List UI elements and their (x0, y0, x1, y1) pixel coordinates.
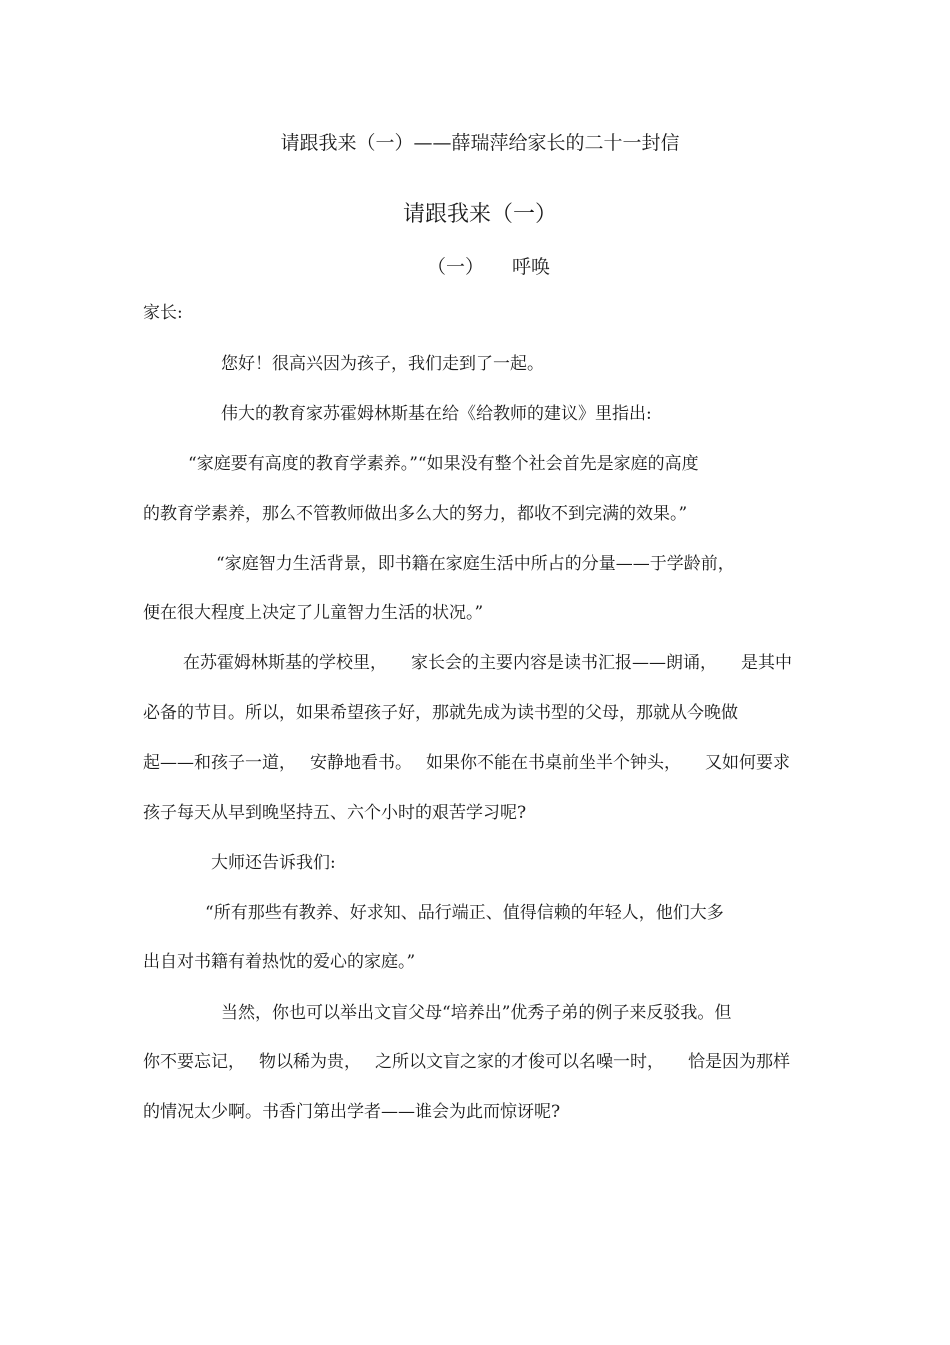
paragraph-line: 大师还告诉我们: (211, 853, 336, 873)
paragraph-line: 当然，你也可以举出文盲父母“培养出”优秀子弟的例子来反驳我。但 (221, 1003, 732, 1023)
paragraph-line (183, 652, 792, 674)
text-segment: 如果你不能在书桌前坐半个钟头， (426, 753, 681, 773)
subsection-label: 呼唤 (512, 256, 551, 278)
text-segment: 又如何要求 (705, 753, 790, 773)
document-title: 请跟我来（一）——薛瑞萍给家长的二十一封信 (280, 132, 680, 154)
section-title: 请跟我来（一） (402, 202, 557, 227)
paragraph-line: 伟大的教育家苏霍姆林斯基在给《给教师的建议》里指出: (221, 404, 652, 424)
salutation: 家长: (143, 303, 183, 323)
text-segment: 恰是因为那样 (688, 1052, 790, 1072)
paragraph-line: 必备的节目。所以，如果希望孩子好，那就先成为读书型的父母，那就从今晚做 (143, 703, 738, 723)
text-segment: 安静地看书。 (310, 753, 412, 773)
paragraph-line: 的情况太少啊。书香门第出学者——谁会为此而惊讶呢? (143, 1102, 561, 1122)
text-segment: 起——和孩子一道， (143, 753, 296, 773)
quote-line: 的教育学素养，那么不管教师做出多么大的努力，都收不到完满的效果。” (143, 504, 688, 524)
quote-line: “所有那些有教养、好求知、品行端正、值得信赖的年轻人，他们大多 (205, 903, 724, 923)
quote-line: 出自对书籍有着热忱的爱心的家庭。” (143, 952, 416, 972)
paragraph-line (143, 752, 790, 774)
quote-line: “家庭要有高度的教育学素养。”“如果没有整个社会首先是家庭的高度 (188, 454, 699, 474)
paragraph-line (143, 1051, 790, 1073)
text-segment: 物以稀为贵， (259, 1052, 361, 1072)
quote-line: “家庭智力生活背景，即书籍在家庭生活中所占的分量——于学龄前， (216, 554, 735, 574)
subsection-number: （一） (427, 256, 485, 278)
text-segment: 家长会的主要内容是读书汇报——朗诵， (411, 653, 717, 673)
text-segment: 是其中 (741, 653, 792, 673)
subsection-heading (427, 255, 550, 279)
text-segment: 你不要忘记， (143, 1052, 245, 1072)
text-segment: 之所以文盲之家的才俊可以名噪一时， (375, 1052, 664, 1072)
text-segment: 在苏霍姆林斯基的学校里， (183, 653, 387, 673)
paragraph-line: 您好！很高兴因为孩子，我们走到了一起。 (221, 354, 544, 374)
quote-line: 便在很大程度上决定了儿童智力生活的状况。” (143, 603, 484, 623)
paragraph-line: 孩子每天从早到晚坚持五、六个小时的艰苦学习呢? (143, 803, 527, 823)
